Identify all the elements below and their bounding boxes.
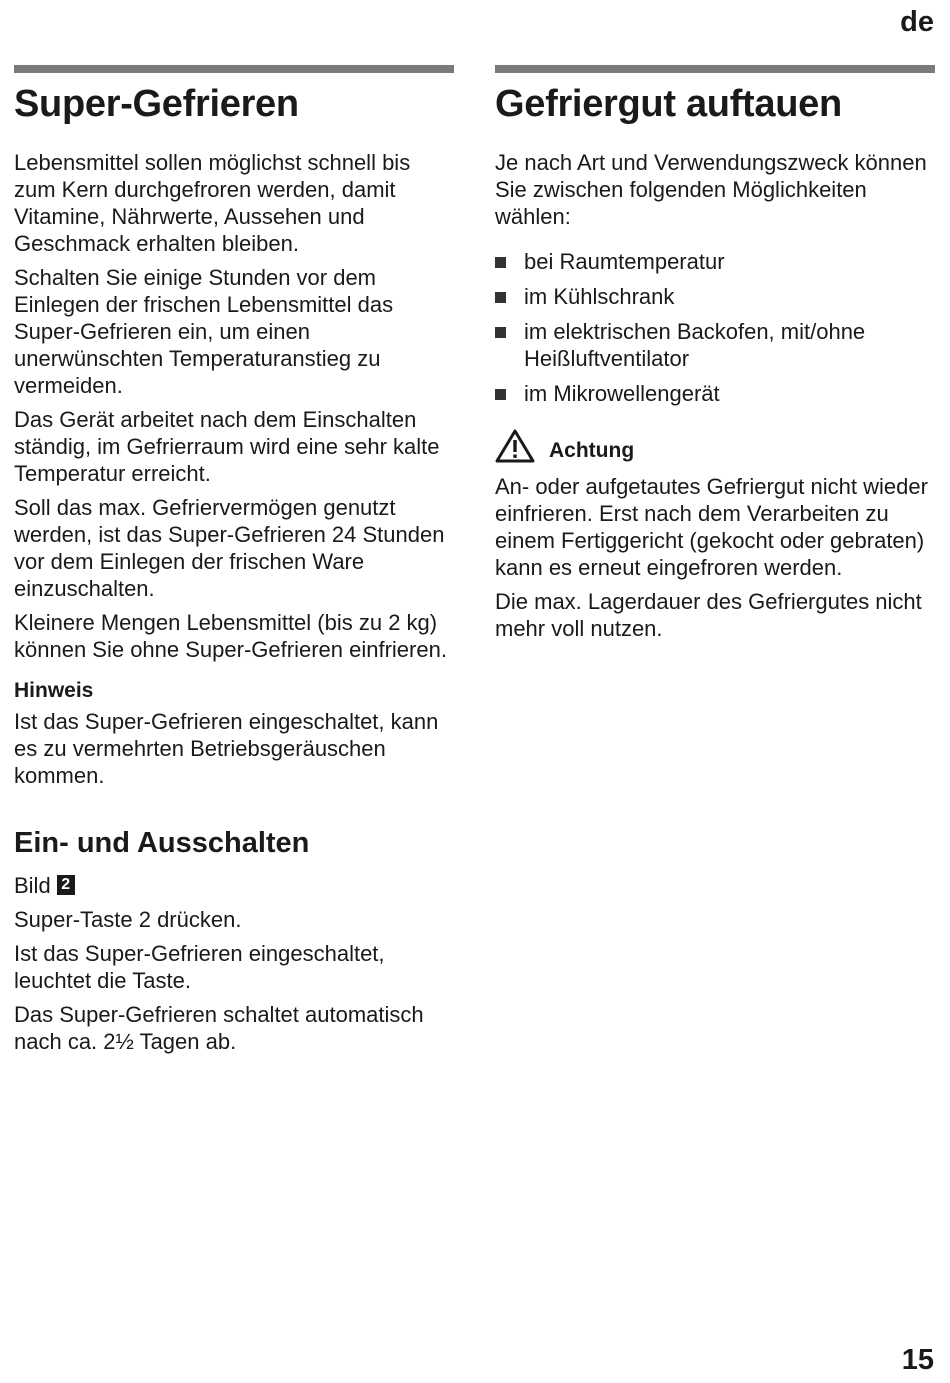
note-text: Ist das Super-Gefrieren eingeschaltet, kann es zu vermehrten Betriebsgeräuschen kommen. xyxy=(14,708,439,788)
warning-triangle-icon xyxy=(495,429,535,463)
paragraph: Kleinere Mengen Lebensmittel (bis zu 2 kg) können Sie ohne Super-Gefrieren einfrieren. xyxy=(14,609,447,662)
paragraph: Die max. Lagerdauer des Gefriergutes nicht mehr voll nutzen. xyxy=(495,588,922,641)
section-super-gefrieren xyxy=(14,65,454,1062)
paragraph: Das Gerät arbeitet nach dem Einschalten ständig, im Gefrierraum wird eine sehr kalte Temperatur erreicht. xyxy=(14,406,440,486)
figure-number-badge: 2 xyxy=(57,875,75,895)
list-item: bei Raumtemperatur xyxy=(495,248,935,275)
figure-reference xyxy=(14,872,454,899)
list-item: im Mikrowellengerät xyxy=(495,380,935,407)
language-code: de xyxy=(900,6,934,38)
page-number: 15 xyxy=(901,1344,934,1376)
paragraph: Super-Taste 2 drücken. xyxy=(14,907,242,933)
section-title: Super-Gefrieren xyxy=(14,83,299,125)
bullet-square-icon xyxy=(495,327,506,338)
list-item: im Kühlschrank xyxy=(495,283,935,310)
note-title: Hinweis xyxy=(14,678,94,702)
list-item: im elektrischen Backofen, mit/ohne Heißluftventilator xyxy=(495,318,935,372)
paragraph: Soll das max. Gefriervermögen genutzt werden, ist das Super-Gefrieren 24 Stunden vor dem Einlegen der frischen Ware einzuschalten. xyxy=(14,494,445,601)
bullet-square-icon xyxy=(495,257,506,268)
section-divider xyxy=(495,65,935,73)
paragraph: Lebensmittel sollen möglichst schnell bis zum Kern durchgefroren werden, damit Vitamine, Nährwerte, Aussehen und Geschmack erhalten bleiben. xyxy=(14,149,411,256)
warning-label: Achtung xyxy=(549,438,635,462)
section-gefriergut-auftauen xyxy=(495,65,935,649)
paragraph: Ist das Super-Gefrieren eingeschaltet, leuchtet die Taste. xyxy=(14,941,385,994)
section-title: Gefriergut auftauen xyxy=(495,83,842,125)
section-divider xyxy=(14,65,454,73)
paragraph: Schalten Sie einige Stunden vor dem Einlegen der frischen Lebensmittel das Super-Gefrieren ein, um einen unerwünschten Temperaturanstieg zu vermeiden. xyxy=(14,264,394,398)
warning-heading xyxy=(495,429,935,463)
paragraph: An- oder aufgetautes Gefriergut nicht wieder einfrieren. Erst nach dem Verarbeiten zu einem Fertiggericht (gekocht oder gebraten) kann es erneut eingefroren werden. xyxy=(495,473,928,580)
paragraph: Das Super-Gefrieren schaltet automatisch nach ca. 2½ Tagen ab. xyxy=(14,1002,424,1055)
bullet-square-icon xyxy=(495,292,506,303)
thaw-options-list xyxy=(495,248,935,407)
figure-label: Bild xyxy=(14,873,51,899)
intro-paragraph: Je nach Art und Verwendungszweck können Sie zwischen folgenden Möglichkeiten wählen: xyxy=(495,149,927,229)
bullet-square-icon xyxy=(495,389,506,400)
subsection-title: Ein- und Ausschalten xyxy=(14,826,310,859)
